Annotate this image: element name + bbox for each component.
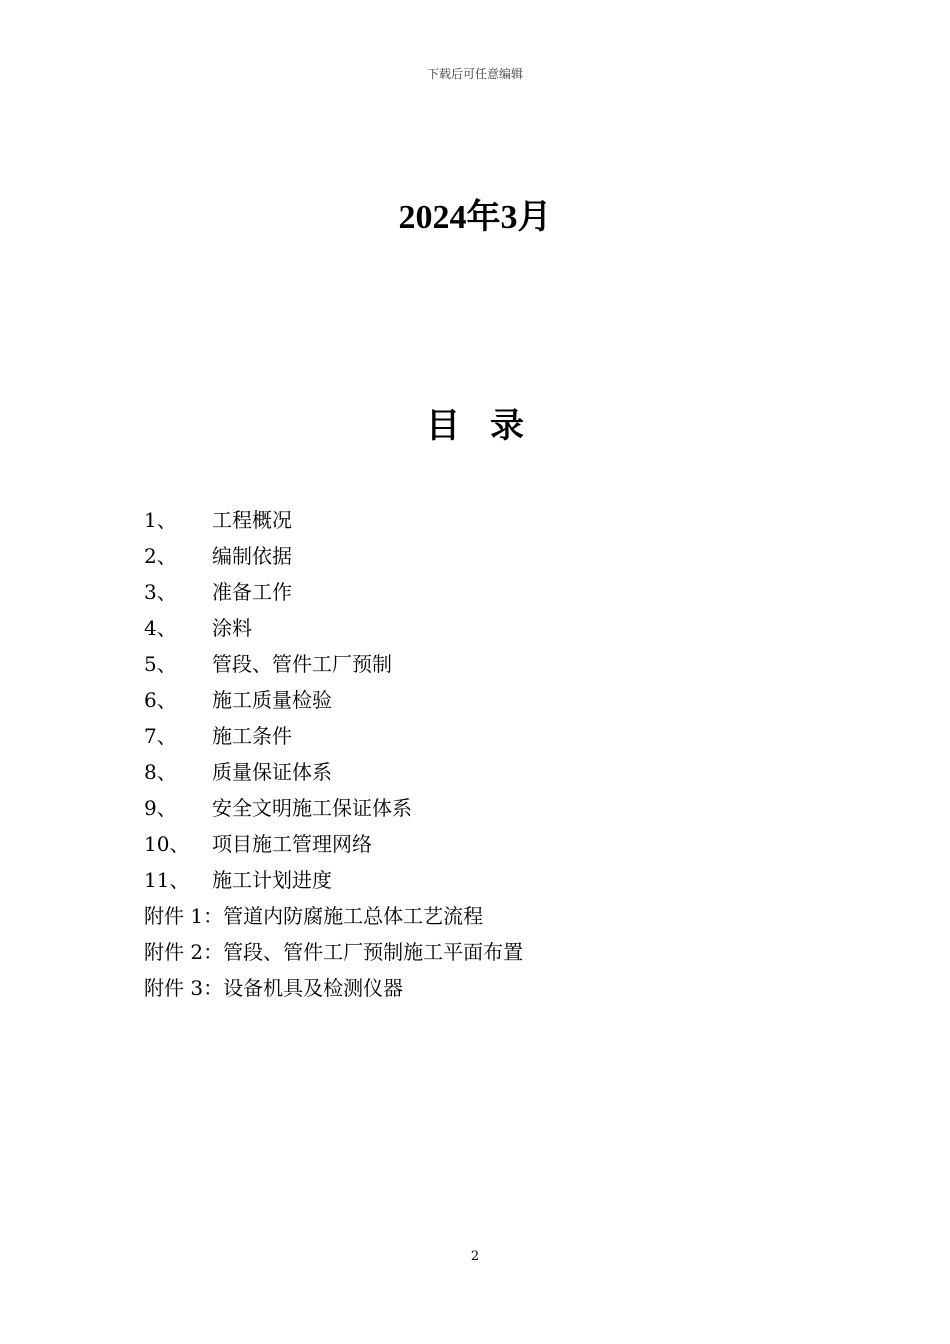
toc-item-title: 施工质量检验: [212, 688, 332, 712]
page-header: 下载后可任意编辑: [426, 67, 523, 81]
toc-appendix-item: 附件 1：管道内防腐施工总体工艺流程: [144, 904, 484, 928]
toc-item: [144, 502, 824, 538]
toc-appendix-item: 附件 2：管段、管件工厂预制施工平面布置: [144, 940, 524, 964]
toc-item-number: 6、: [144, 688, 177, 712]
toc-item: [144, 646, 824, 682]
table-of-contents: [144, 502, 824, 1006]
toc-item-number: 2、: [144, 544, 177, 568]
toc-item-title: 质量保证体系: [212, 760, 332, 784]
toc-item-number: 3、: [144, 580, 177, 604]
toc-item-number: 9、: [144, 796, 177, 820]
toc-item: [144, 610, 824, 646]
toc-item-title: 编制依据: [212, 544, 292, 568]
toc-item-title: 安全文明施工保证体系: [212, 796, 412, 820]
toc-item-title: 工程概况: [212, 508, 292, 532]
toc-item-number: 10、: [144, 832, 190, 856]
toc-item: [144, 790, 824, 826]
toc-item: [144, 754, 824, 790]
toc-item-number: 11、: [144, 868, 190, 892]
toc-item-title: 施工计划进度: [212, 868, 332, 892]
toc-item-title: 管段、管件工厂预制: [212, 652, 392, 676]
toc-item-title: 项目施工管理网络: [212, 832, 372, 856]
toc-item-number: 7、: [144, 724, 177, 748]
toc-item-number: 1、: [144, 508, 177, 532]
toc-item: [144, 826, 824, 862]
toc-item: [144, 862, 824, 898]
toc-heading: 目录: [426, 406, 554, 446]
toc-item-number: 4、: [144, 616, 177, 640]
toc-item-title: 涂料: [212, 616, 252, 640]
toc-item-title: 准备工作: [212, 580, 292, 604]
toc-appendix-item: 附件 3：设备机具及检测仪器: [144, 976, 404, 1000]
toc-item: [144, 682, 824, 718]
toc-item: [144, 718, 824, 754]
toc-item-number: 5、: [144, 652, 177, 676]
toc-item-title: 施工条件: [212, 724, 292, 748]
toc-item-number: 8、: [144, 760, 177, 784]
toc-item: [144, 538, 824, 574]
date-title: 2024年3月: [398, 199, 552, 236]
toc-item: [144, 574, 824, 610]
page-number: 2: [470, 1249, 480, 1264]
